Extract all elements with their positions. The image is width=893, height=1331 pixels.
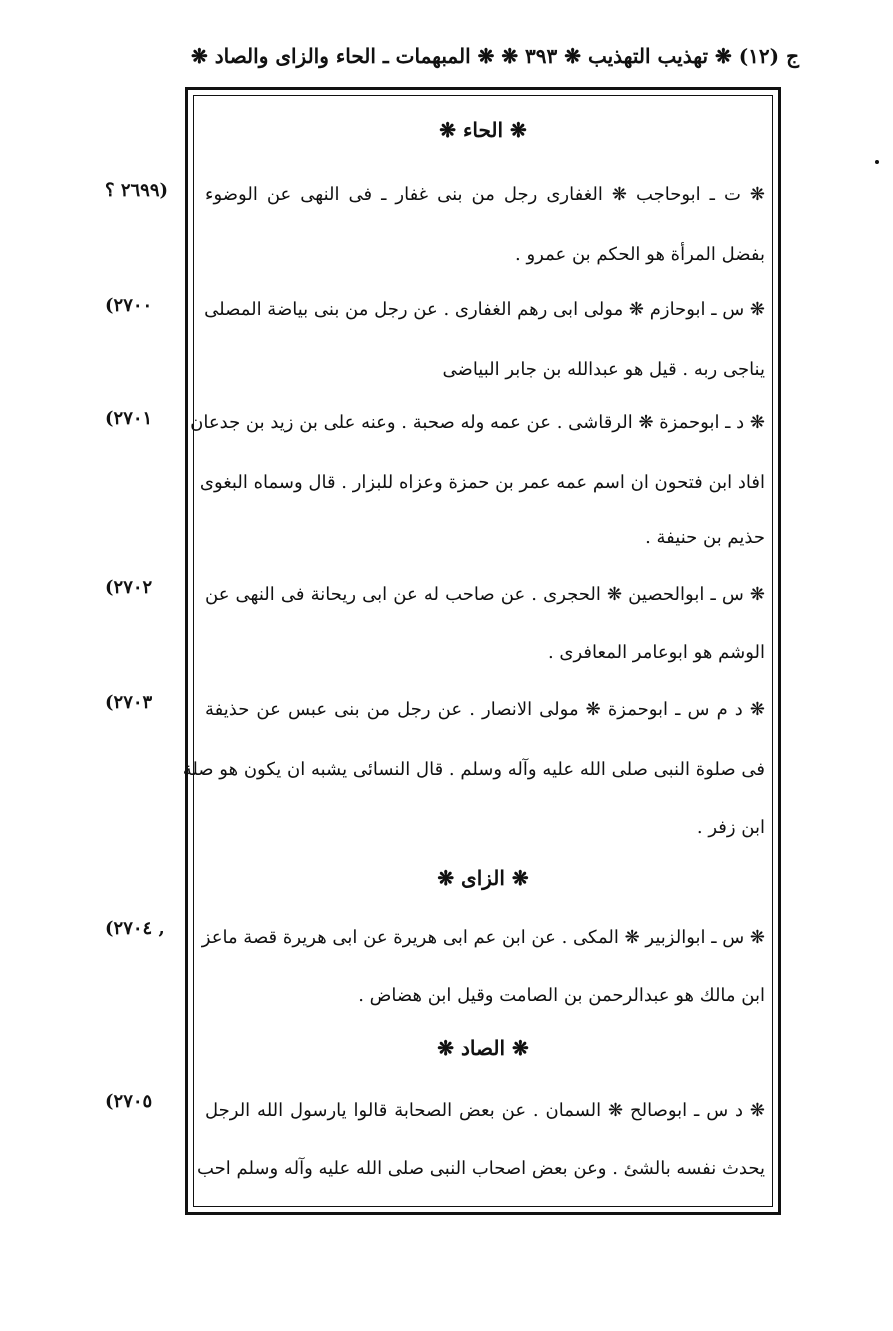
section-heading-ha: ❋ الحاء ❋	[439, 118, 527, 142]
page-header: ج (١٢) ❋ تهذيب التهذيب ❋ ٣٩٣ ❋ ❋ المبهمات ـ الحاء والزاى والصاد ❋	[190, 44, 799, 68]
entry-line: فى صلوة النبى صلى الله عليه وآله وسلم . قال النسائى يشبه ان يكون هو صلة	[182, 759, 765, 780]
entry-line: افاد ابن فتحون ان اسم عمه عمر بن حمزة وعزاه للبزار . قال وسماه البغوى	[199, 472, 765, 493]
entry-number: (٢٧٠٣	[105, 692, 153, 713]
entry-line: الوشم هو ابوعامر المعافرى .	[547, 642, 765, 663]
entry-number: (٢٧٠٥	[105, 1091, 153, 1112]
entry-number: ٢٦٩٩ ؟)	[105, 180, 169, 201]
entry-line: ابن زفر .	[696, 817, 765, 838]
margin-dot	[875, 160, 879, 164]
entry-number: (٢٧٠٤ ,	[105, 918, 165, 939]
entry-number: (٢٧٠٠	[105, 295, 153, 316]
entry-line: ❋ س ـ ابوالحصين ❋ الحجرى . عن صاحب له عن ابى ريحانة فى النهى عن	[205, 584, 765, 605]
entry-line: ❋ س ـ ابوالزبير ❋ المكى . عن ابن عم ابى هريرة عن ابى هريرة قصة ماعز	[201, 927, 765, 948]
entry-line: حذيم بن حنيفة .	[645, 527, 765, 548]
section-heading-sad: ❋ الصاد ❋	[437, 1036, 529, 1060]
entry-line: بفضل المرأة هو الحكم بن عمرو .	[515, 244, 765, 265]
entry-line: ❋ د س ـ ابوصالح ❋ السمان . عن بعض الصحابة قالوا يارسول الله الرجل	[205, 1100, 765, 1121]
entry-line: ❋ د م س ـ ابوحمزة ❋ مولى الانصار . عن رجل من بنى عبس عن حذيفة	[205, 699, 765, 720]
section-heading-zay: ❋ الزاى ❋	[437, 866, 529, 890]
entry-line: يحدث نفسه بالشئ . وعن بعض اصحاب النبى صلى الله عليه وآله وسلم احب	[196, 1158, 765, 1179]
entry-line: ❋ س ـ ابوحازم ❋ مولى ابى رهم الغفارى . عن رجل من بنى بياضة المصلى	[204, 299, 765, 320]
entry-number: (٢٧٠٢	[105, 577, 153, 598]
entry-number: (٢٧٠١	[105, 408, 153, 429]
entry-line: ❋ ت ـ ابوحاجب ❋ الغفارى رجل من بنى غفار ـ فى النهى عن الوضوء	[205, 184, 765, 205]
entry-line: يناجى ربه . قيل هو عبدالله بن جابر البياضى	[442, 359, 765, 380]
entry-line: ❋ د ـ ابوحمزة ❋ الرقاشى . عن عمه وله صحبة . وعنه على بن زيد بن جدعان	[190, 412, 765, 433]
entry-line: ابن مالك هو عبدالرحمن بن الصامت وقيل ابن هضاض .	[358, 985, 765, 1006]
